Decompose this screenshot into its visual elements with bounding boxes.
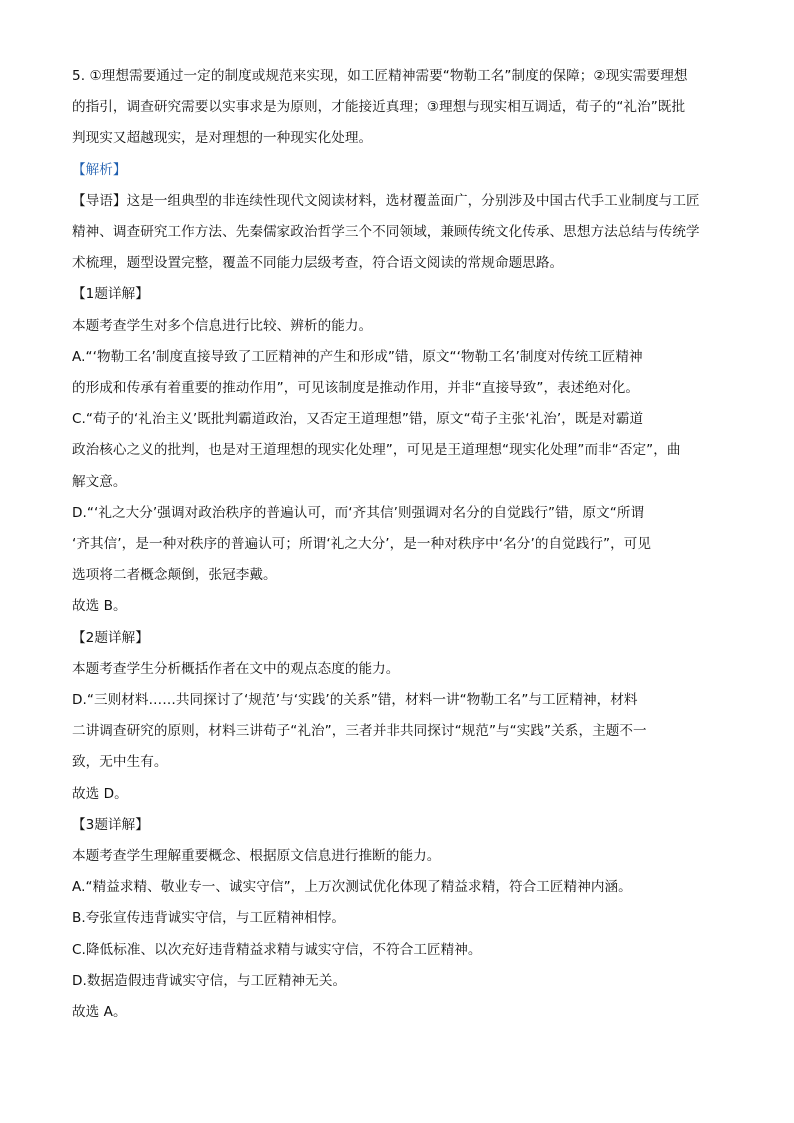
detail-line: B.夸张宣传违背诚实守信，与工匠精神相悖。: [72, 910, 345, 927]
guide-block: [72, 186, 724, 280]
section-heading: 【2题详解】: [72, 629, 149, 646]
detail-line: D.数据造假违背诚实守信，与工匠精神无关。: [72, 972, 347, 989]
detail-line: A.“精益求精、敬业专一、诚实守信”，上万次测试优化体现了精益求精，符合工匠精神内涵。: [72, 879, 632, 896]
answer-choice: 故选 D。: [72, 785, 128, 802]
section-heading: 【1题详解】: [72, 286, 149, 303]
question-3-section: [72, 810, 724, 1028]
detail-line: 的形成和传承有着重要的推动作用”，可见该制度是推动作用，并非“直接导致”，表述绝对化。: [72, 380, 640, 397]
detail-line: C.“荀子的‘礼治主义’既批判霸道政治，又否定王道理想”错，原文“荀子主张‘礼治’，既是对霸道: [72, 411, 644, 428]
answer-choice: 故选 A。: [72, 1004, 127, 1021]
detail-line: ‘齐其信’，是一种对秩序的普遍认可；所谓‘礼之大分’，是一种对秩序中‘名分’的自觉践行”，可见: [72, 536, 652, 553]
guide-line: 精神、调查研究工作方法、先秦儒家政治哲学三个不同领域，兼顾传统文化传承、思想方法总结与传统学: [72, 224, 700, 241]
section-heading: 【3题详解】: [72, 816, 149, 833]
answer-choice: 故选 B。: [72, 598, 127, 615]
detail-line: 政治核心之义的批判，也是对王道理想的现实化处理”，可见是王道理想“现实化处理”而非“否定”，曲: [72, 442, 681, 459]
detail-line: D.“‘礼之大分’强调对政治秩序的普遍认可，而‘齐其信’则强调对名分的自觉践行”错，原文“所谓: [72, 504, 645, 521]
detail-line: C.降低标准、以次充好违背精益求精与诚实守信，不符合工匠精神。: [72, 941, 482, 958]
analysis-heading: 【解析】: [72, 161, 127, 178]
detail-line: 选项将二者概念颠倒，张冠李戴。: [72, 567, 277, 584]
detail-line: 本题考查学生对多个信息进行比较、辨析的能力。: [72, 317, 373, 334]
answer-line: 5. ①理想需要通过一定的制度或规范来实现，如工匠精神需要“物勒工名”制度的保障；②现实需要理想: [72, 68, 688, 84]
detail-line: D.“三则材料……共同探讨了‘规范’与‘实践’的关系”错，材料一讲“物勒工名”与工匠精神，材料: [72, 692, 638, 709]
answer-line: 判现实又超越现实，是对理想的一种现实化处理。: [72, 130, 373, 147]
detail-line: A.“‘物勒工名’制度直接导致了工匠精神的产生和形成”错，原文“‘物勒工名’制度对传统工匠精神: [72, 348, 643, 365]
guide-line: 【导语】这是一组典型的非连续性现代文阅读材料，选材覆盖面广，分别涉及中国古代手工业制度与工匠: [72, 192, 700, 209]
answer-content: [72, 61, 724, 1028]
detail-line: 致，无中生有。: [72, 754, 168, 771]
question-2-section: [72, 623, 724, 810]
detail-line: 二讲调查研究的原则，材料三讲荀子“礼治”，三者并非共同探讨“规范”与“实践”关系，主题不一: [72, 723, 647, 740]
question-1-section: [72, 279, 724, 622]
answer-block: [72, 61, 724, 155]
guide-line: 术梳理，题型设置完整，覆盖不同能力层级考查，符合语文阅读的常规命题思路。: [72, 255, 564, 272]
detail-line: 解文意。: [72, 473, 127, 490]
detail-line: 本题考查学生理解重要概念、根据原文信息进行推断的能力。: [72, 848, 441, 865]
detail-line: 本题考查学生分析概括作者在文中的观点态度的能力。: [72, 660, 400, 677]
answer-line: 的指引，调查研究需要以实事求是为原则，才能接近真理；③理想与现实相互调适，荀子的“礼治”既批: [72, 99, 686, 116]
